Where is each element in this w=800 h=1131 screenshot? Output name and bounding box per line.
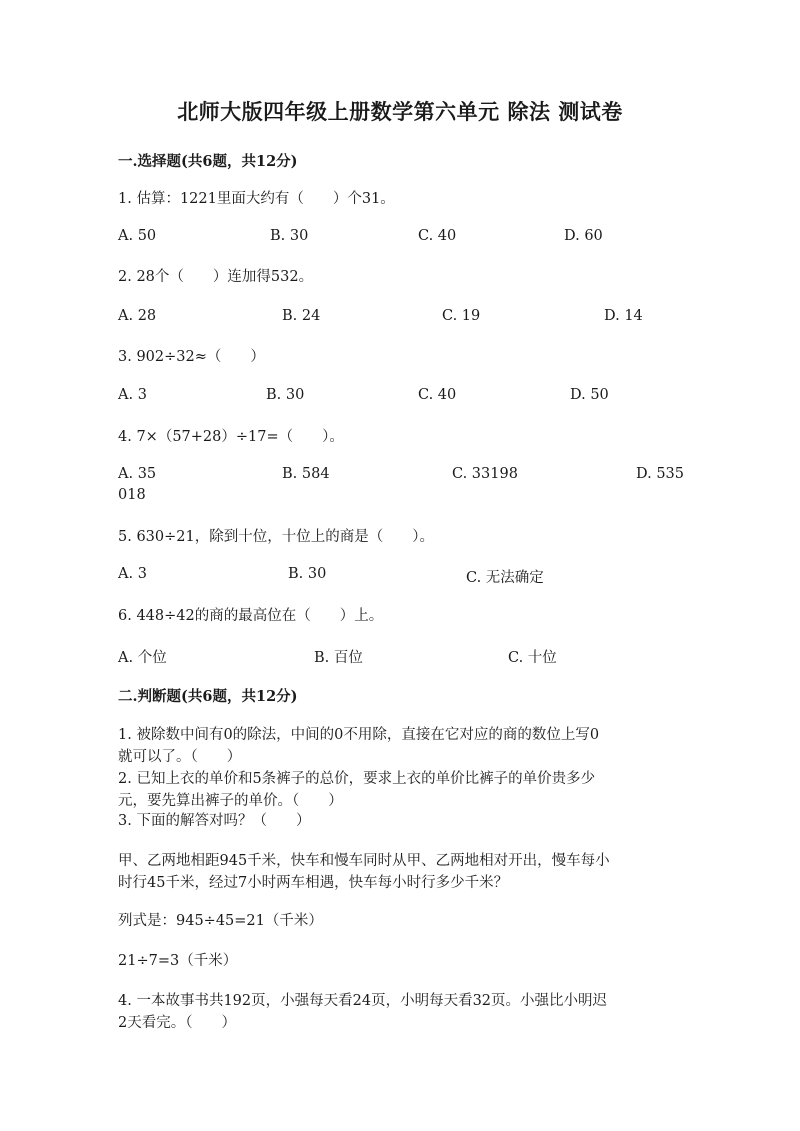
question-text: 6. 448÷42的商的最高位在（ ）上。 [118, 608, 384, 624]
question-text: 4. 7×（57+28）÷17=（ ）。 [118, 429, 344, 445]
question-text: 1. 估算：1221里面大约有（ ）个31。 [118, 191, 395, 207]
option-c: C. 33198 [452, 466, 518, 482]
option-a: A. 个位 [118, 650, 167, 666]
section-heading-choice: 一.选择题(共6题，共12分) [118, 153, 298, 170]
formula-line: 21÷7=3（千米） [118, 953, 238, 969]
option-a: A. 50 [118, 228, 157, 244]
option-b: B. 百位 [314, 650, 363, 666]
option-d: D. 535 [636, 466, 685, 482]
option-c: C. 十位 [508, 650, 557, 666]
option-b: B. 30 [270, 228, 309, 244]
question-text: 3. 902÷32≈（ ） [118, 349, 265, 365]
section-heading-judgement: 二.判断题(共6题，共12分) [118, 688, 298, 705]
option-c: C. 40 [418, 387, 457, 403]
question-text: 2. 28个（ ）连加得532。 [118, 269, 314, 285]
option-b: B. 30 [266, 387, 305, 403]
judgement-item-line: 4. 一本故事书共192页，小强每天看24页，小明每天看32页。小强比小明迟 [118, 993, 608, 1009]
option-b: B. 30 [288, 566, 327, 582]
option-c: C. 40 [418, 228, 457, 244]
judgement-item-line: 1. 被除数中间有0的除法，中间的0不用除，直接在它对应的商的数位上写0 [118, 727, 600, 743]
option-d: D. 60 [564, 228, 603, 244]
option-a: A. 35 [118, 466, 157, 482]
option-d-wrap: 018 [118, 487, 146, 503]
judgement-item-line: 2. 已知上衣的单价和5条裤子的总价，要求上衣的单价比裤子的单价贵多少 [118, 771, 596, 787]
option-c: C. 无法确定 [466, 570, 544, 586]
judgement-item-line: 3. 下面的解答对吗？（ ） [118, 813, 311, 829]
question-text: 5. 630÷21，除到十位，十位上的商是（ ）。 [118, 529, 434, 545]
option-a: A. 3 [118, 387, 147, 403]
option-d: D. 14 [604, 308, 643, 324]
option-b: B. 24 [282, 308, 321, 324]
option-a: A. 3 [118, 566, 147, 582]
problem-text: 时行45千米，经过7小时两车相遇，快车每小时行多少千米？ [118, 875, 509, 891]
judgement-item-line: 就可以了。（ ） [118, 749, 242, 765]
judgement-item-line: 2天看完。（ ） [118, 1015, 236, 1031]
option-c: C. 19 [442, 308, 481, 324]
option-d: D. 50 [570, 387, 609, 403]
option-b: B. 584 [282, 466, 330, 482]
judgement-item-line: 元，要先算出裤子的单价。（ ） [118, 793, 343, 809]
formula-line: 列式是：945÷45=21（千米） [118, 913, 323, 929]
option-a: A. 28 [118, 308, 157, 324]
problem-text: 甲、乙两地相距945千米，快车和慢车同时从甲、乙两地相对开出，慢车每小 [118, 853, 610, 869]
page-title: 北师大版四年级上册数学第六单元 除法 测试卷 [177, 99, 623, 124]
